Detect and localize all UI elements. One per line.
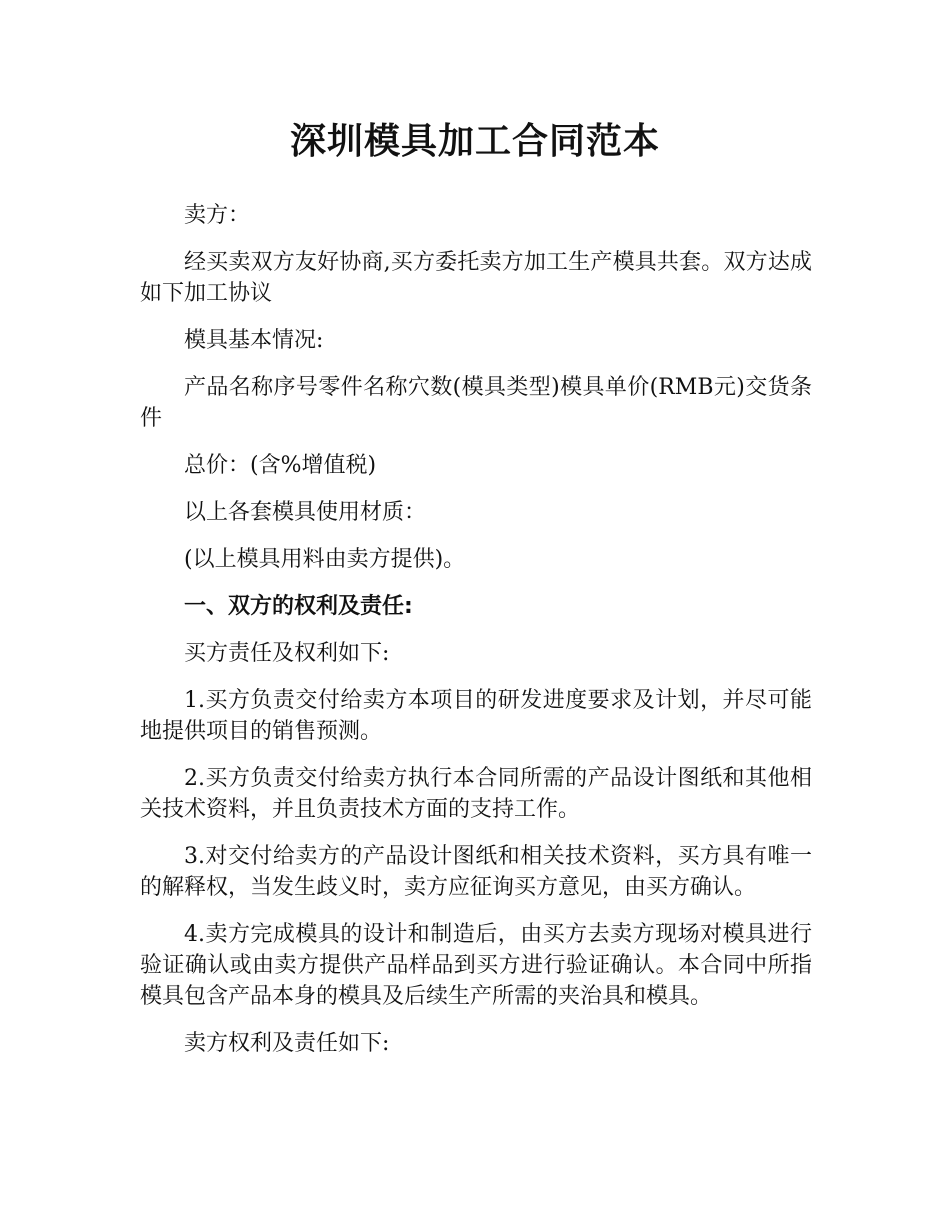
paragraph-total-price: 总价：(含%增值税) xyxy=(184,453,377,478)
paragraph-material-supply: (以上模具用料由卖方提供)。 xyxy=(184,547,466,572)
document-title: 深圳模具加工合同范本 xyxy=(289,121,660,162)
paragraph-materials: 以上各套模具使用材质： xyxy=(184,500,427,525)
paragraph-clause-4: 4.卖方完成模具的设计和制造后，由买方去卖方现场对模具进行验证确认或由卖方提供产品样品到买方进行验证确认。本合同中所指模具包含产品本身的模具及后续生产所需的夹治具和模具。 xyxy=(140,922,812,1009)
paragraph-clause-1: 1.买方负责交付给卖方本项目的研发进度要求及计划，并尽可能地提供项目的销售预测。 xyxy=(140,688,812,744)
paragraph-seller-duties: 卖方权利及责任如下: xyxy=(184,1031,390,1056)
paragraph-buyer-duties: 买方责任及权利如下: xyxy=(184,641,390,666)
paragraph-seller: 卖方： xyxy=(184,203,251,228)
paragraph-mold-basic-info: 模具基本情况: xyxy=(184,328,324,353)
paragraph-clause-3: 3.对交付给卖方的产品设计图纸和相关技术资料，买方具有唯一的解释权，当发生歧义时，卖方应征询买方意见，由买方确认。 xyxy=(140,844,812,900)
document-body xyxy=(140,200,812,1075)
section-heading-rights: 一、双方的权利及责任: xyxy=(184,594,413,619)
paragraph-product-columns: 产品名称序号零件名称穴数(模具类型)模具单价(RMB元)交货条件 xyxy=(140,375,812,431)
paragraph-agreement-intro: 经买卖双方友好协商,买方委托卖方加工生产模具共套。双方达成如下加工协议 xyxy=(140,250,812,306)
paragraph-clause-2: 2.买方负责交付给卖方执行本合同所需的产品设计图纸和其他相关技术资料，并且负责技术方面的支持工作。 xyxy=(140,766,812,822)
